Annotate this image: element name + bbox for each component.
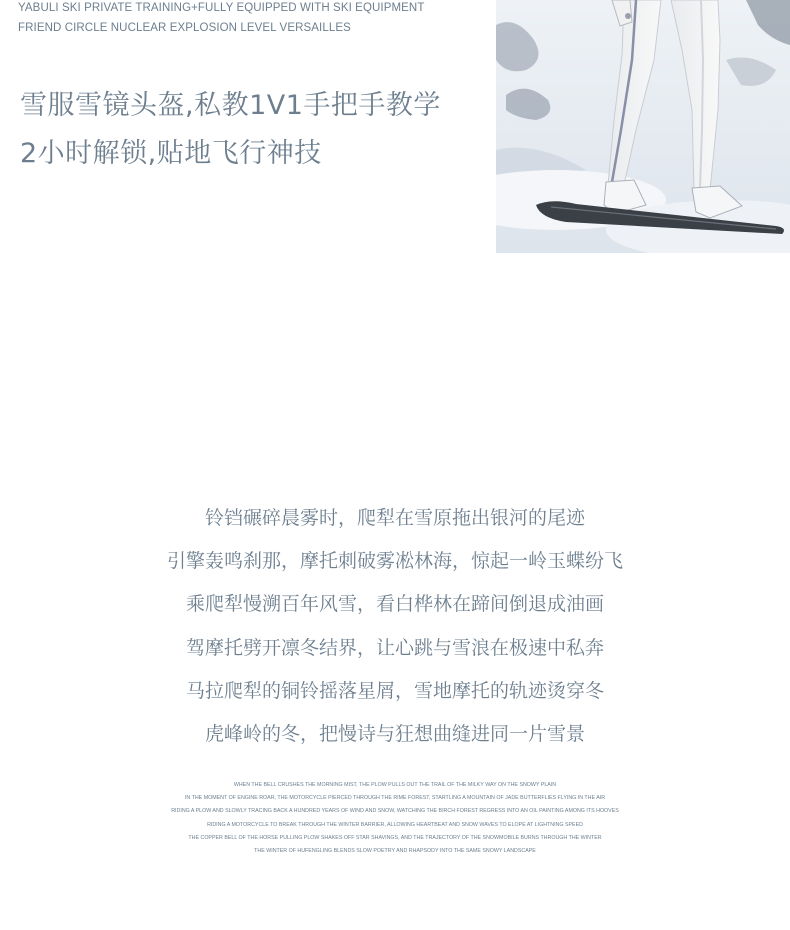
poem-english [0, 779, 790, 858]
poem-english-line: THE COPPER BELL OF THE HORSE PULLING PLOW SHAKES OFF STAR SHAVINGS, AND THE TRAJECTORY OF THE SNOWMOBILE BURNS THROUGH THE WINTER [188, 834, 602, 841]
poem-chinese-line: 马拉爬犁的铜铃摇落星屑，雪地摩托的轨迹烫穿冬 [185, 679, 604, 702]
poem-chinese-line: 引擎轰鸣刹那，摩托刺破雾凇林海，惊起一岭玉蝶纷飞 [166, 550, 623, 573]
poem-chinese [0, 497, 790, 756]
header-english-line: YABULI SKI PRIVATE TRAINING+FULLY EQUIPPED WITH SKI EQUIPMENT [18, 2, 425, 14]
header-chinese-line: 雪服雪镜头盔,私教1V1手把手教学 [20, 90, 441, 121]
poem-english-line: THE WINTER OF HUFENGLING BLENDS SLOW POETRY AND RHAPSODY INTO THE SAME SNOWY LANDSCAPE [254, 848, 536, 855]
header-chinese-title [20, 82, 490, 178]
header-english [18, 0, 488, 38]
poem-chinese-line: 虎峰岭的冬，把慢诗与狂想曲缝进同一片雪景 [204, 723, 585, 746]
poem-chinese-line: 乘爬犁慢溯百年风雪，看白桦林在蹄间倒退成油画 [185, 593, 604, 616]
poem-english-line: RIDING A PLOW AND SLOWLY TRACING BACK A HUNDRED YEARS OF WIND AND SNOW, WATCHING THE BIRCH FOREST REGRESS INTO AN OIL PAINTING AMONG ITS HOOVES [171, 808, 619, 815]
poem-english-line: RIDING A MOTORCYCLE TO BREAK THROUGH THE WINTER BARRIER, ALLOWING HEARTBEAT AND SNOW WAVES TO ELOPE AT LIGHTNING SPEED [207, 821, 583, 828]
header-chinese-line: 2小时解锁,贴地飞行神技 [20, 138, 322, 169]
poem-chinese-line: 铃铛碾碎晨雾时，爬犁在雪原拖出银河的尾迹 [204, 507, 585, 529]
poem-english-line: IN THE MOMENT OF ENGINE ROAR, THE MOTORCYCLE PIERCED THROUGH THE RIME FOREST, STARTLING A MOUNTAIN OF JADE BUTTERFLIES FLYING IN THE AIR [184, 795, 606, 802]
poem-chinese-line: 驾摩托劈开凛冬结界，让心跳与雪浪在极速中私奔 [185, 636, 604, 659]
poem-english-line: WHEN THE BELL CRUSHES THE MORNING MIST, THE PLOW PULLS OUT THE TRAIL OF THE MILKY WAY ON THE SNOWY PLAIN [233, 782, 557, 788]
snowboard-photo [496, 0, 790, 253]
header-english-line: FRIEND CIRCLE NUCLEAR EXPLOSION LEVEL VERSAILLES [18, 22, 351, 34]
